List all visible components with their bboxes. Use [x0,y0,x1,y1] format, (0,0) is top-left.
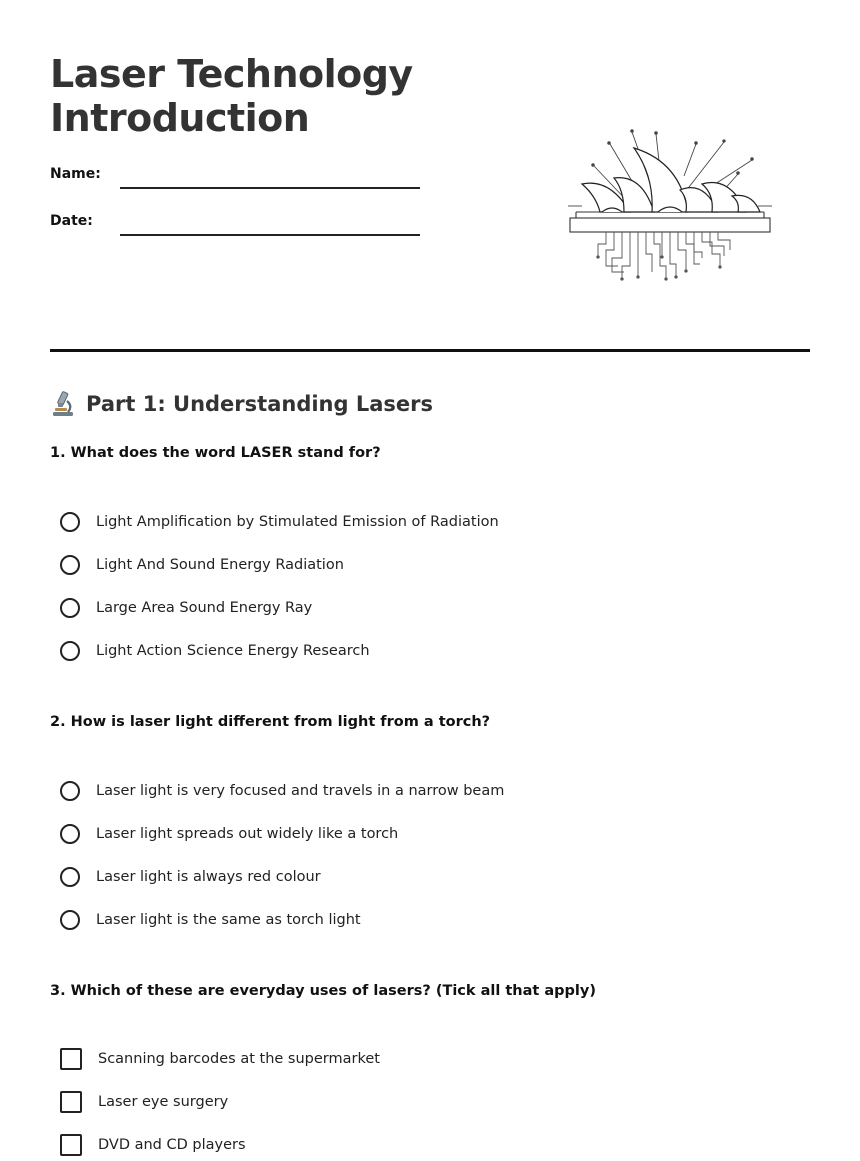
section-divider [50,349,810,352]
q3-option-1[interactable] [60,1046,380,1072]
radio-button[interactable] [60,867,80,887]
logo-shells [582,148,760,212]
option-label: DVD and CD players [98,1137,246,1153]
q2-option-1[interactable] [60,778,504,804]
radio-button[interactable] [60,910,80,930]
checkbox[interactable] [60,1048,82,1070]
option-label: Light And Sound Energy Radiation [96,557,344,573]
q1-option-2[interactable] [60,552,344,578]
name-input-line[interactable] [120,187,420,189]
radio-button[interactable] [60,641,80,661]
option-label: Light Action Science Energy Research [96,643,370,659]
section-title-part1 [50,389,433,419]
date-field [50,213,430,243]
option-label: Scanning barcodes at the supermarket [98,1051,380,1067]
q2-option-3[interactable] [60,864,321,890]
date-input-line[interactable] [120,234,420,236]
opera-house-circuit-icon [562,126,778,286]
name-label: Name: [50,166,101,182]
q3-option-2[interactable] [60,1089,228,1115]
radio-button[interactable] [60,781,80,801]
option-label: Light Amplification by Stimulated Emission of Radiation [96,514,499,530]
option-label: Laser light is the same as torch light [96,912,361,928]
question-1: 1. What does the word LASER stand for? [50,445,381,461]
checkbox[interactable] [60,1134,82,1156]
q1-option-4[interactable] [60,638,370,664]
option-label: Large Area Sound Energy Ray [96,600,313,616]
radio-button[interactable] [60,512,80,532]
q2-option-4[interactable] [60,907,361,933]
option-label: Laser eye surgery [98,1094,229,1110]
page-title: Laser Technology Introduction [50,52,413,140]
question-3: 3. Which of these are everyday uses of lasers? (Tick all that apply) [50,983,596,999]
section-title-text: Part 1: Understanding Lasers [86,392,433,416]
radio-button[interactable] [60,598,80,618]
option-label: Laser light spreads out widely like a torch [96,826,399,842]
option-label: Laser light is very focused and travels in a narrow beam [96,783,505,799]
logo-circuit [597,232,730,280]
name-field [50,166,430,196]
microscope-icon [50,390,76,418]
radio-button[interactable] [60,555,80,575]
q1-option-3[interactable] [60,595,312,621]
question-2: 2. How is laser light different from light from a torch? [50,714,491,730]
radio-button[interactable] [60,824,80,844]
option-label: Laser light is always red colour [96,869,321,885]
q3-option-3[interactable] [60,1132,246,1158]
checkbox[interactable] [60,1091,82,1113]
q2-option-2[interactable] [60,821,398,847]
q1-option-1[interactable] [60,509,499,535]
date-label: Date: [50,213,93,229]
